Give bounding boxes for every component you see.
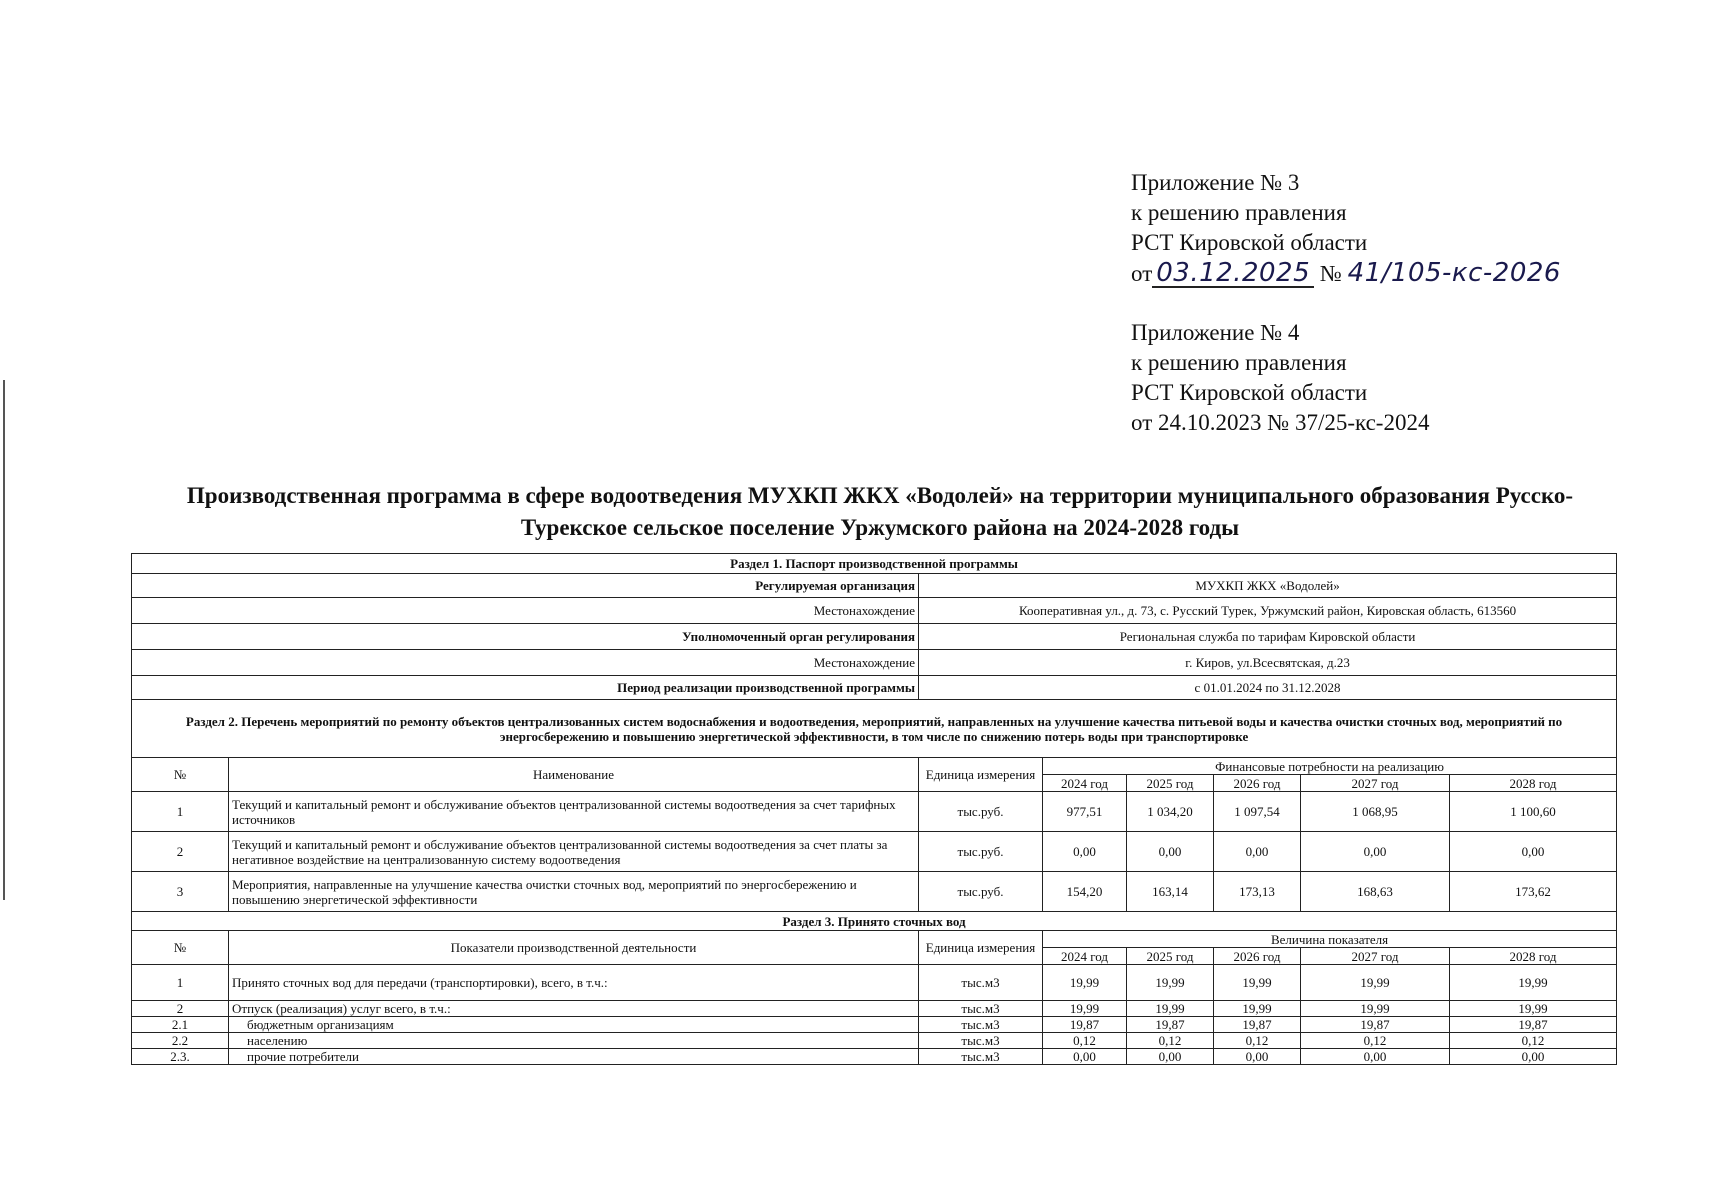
section-1-heading: Раздел 1. Паспорт производственной программы <box>132 554 1617 574</box>
passport-row <box>132 574 1617 598</box>
row-name: населению <box>229 1033 919 1049</box>
year-header: 2026 год <box>1214 948 1301 965</box>
year-header: 2024 год <box>1043 948 1127 965</box>
section-3-heading: Раздел 3. Принято сточных вод <box>132 912 1617 931</box>
row-value: 19,87 <box>1301 1017 1450 1033</box>
row-number: 2 <box>132 832 229 872</box>
passport-value: Кооперативная ул., д. 73, с. Русский Турек, Уржумский район, Кировская область, 613560 <box>919 598 1617 624</box>
passport-label: Местонахождение <box>132 650 919 676</box>
passport-row <box>132 676 1617 700</box>
passport-row <box>132 650 1617 676</box>
row-value: 19,87 <box>1043 1017 1127 1033</box>
row-value: 1 100,60 <box>1450 792 1617 832</box>
row-value: 173,62 <box>1450 872 1617 912</box>
row-number: 2.2 <box>132 1033 229 1049</box>
row-value: 19,99 <box>1450 965 1617 1001</box>
year-header: 2025 год <box>1127 948 1214 965</box>
passport-label: Регулируемая организация <box>132 574 919 598</box>
row-value: 0,00 <box>1450 832 1617 872</box>
appendix-3-line3: РСТ Кировской области <box>1131 230 1368 255</box>
year-header: 2026 год <box>1214 775 1301 792</box>
passport-label: Уполномоченный орган регулирования <box>132 624 919 650</box>
col-number-header: № <box>132 931 229 965</box>
table-body <box>132 554 1617 1065</box>
from-prefix: от <box>1131 261 1153 286</box>
page-edge-mark <box>3 380 5 900</box>
row-value: 0,12 <box>1450 1033 1617 1049</box>
row-value: 19,87 <box>1127 1017 1214 1033</box>
col-number-header: № <box>132 758 229 792</box>
passport-value: с 01.01.2024 по 31.12.2028 <box>919 676 1617 700</box>
row-value: 0,12 <box>1301 1033 1450 1049</box>
section-3-row <box>132 1033 1617 1049</box>
row-value: 0,00 <box>1127 1049 1214 1065</box>
passport-label: Местонахождение <box>132 598 919 624</box>
row-value: 173,13 <box>1214 872 1301 912</box>
row-value: 0,00 <box>1043 1049 1127 1065</box>
row-value: 0,12 <box>1214 1033 1301 1049</box>
row-value: 0,00 <box>1301 832 1450 872</box>
row-number: 3 <box>132 872 229 912</box>
row-value: 19,99 <box>1043 1001 1127 1017</box>
row-value: 977,51 <box>1043 792 1127 832</box>
row-unit: тыс.м3 <box>919 1001 1043 1017</box>
row-value: 0,00 <box>1450 1049 1617 1065</box>
year-header: 2028 год <box>1450 948 1617 965</box>
row-value: 0,12 <box>1043 1033 1127 1049</box>
row-name: Отпуск (реализация) услуг всего, в т.ч.: <box>229 1001 919 1017</box>
passport-row <box>132 598 1617 624</box>
row-unit: тыс.м3 <box>919 1049 1043 1065</box>
row-value: 19,99 <box>1450 1001 1617 1017</box>
row-unit: тыс.м3 <box>919 1033 1043 1049</box>
document-title <box>130 480 1630 544</box>
section-3-row <box>132 1049 1617 1065</box>
row-value: 168,63 <box>1301 872 1450 912</box>
title-line-1: Производственная программа в сфере водоотведения МУХКП ЖКХ «Водолей» на территории муниципального образования Русско- <box>186 483 1574 508</box>
col-unit-header: Единица измерения <box>919 758 1043 792</box>
row-name: прочие потребители <box>229 1049 919 1065</box>
handwritten-date: 03.12.2025 <box>1152 260 1314 288</box>
col-name-header: Наименование <box>229 758 919 792</box>
row-value: 19,99 <box>1301 965 1450 1001</box>
section-2-heading-row <box>132 700 1617 758</box>
section-2-header-row <box>132 758 1617 775</box>
row-value: 19,87 <box>1214 1017 1301 1033</box>
appendix-4-line2: к решению правления <box>1131 350 1347 375</box>
section-2-row <box>132 792 1617 832</box>
section-2-heading: Раздел 2. Перечень мероприятий по ремонту объектов централизованных систем водоснабжения и водоотведения, мероприятий, направленных на улучшение качества питьевой воды и качества очистки сточных вод, мероприятий по энергосбережению и повышению энергетической эффективности, в том числе по снижению потерь воды при транспортировке <box>132 700 1617 758</box>
row-number: 1 <box>132 965 229 1001</box>
row-value: 19,99 <box>1127 1001 1214 1017</box>
row-value: 0,00 <box>1301 1049 1450 1065</box>
year-header: 2027 год <box>1301 948 1450 965</box>
passport-row <box>132 624 1617 650</box>
section-3-row <box>132 1001 1617 1017</box>
row-unit: тыс.м3 <box>919 1017 1043 1033</box>
year-header: 2025 год <box>1127 775 1214 792</box>
row-value: 19,99 <box>1127 965 1214 1001</box>
section-3-heading-row <box>132 912 1617 931</box>
year-header: 2027 год <box>1301 775 1450 792</box>
col-unit-header: Единица измерения <box>919 931 1043 965</box>
handwritten-number: 41/105-кс-2026 <box>1347 258 1561 288</box>
row-name: Мероприятия, направленные на улучшение качества очистки сточных вод, мероприятий по энергосбережению и повышению энергетической эффективности <box>229 872 919 912</box>
appendix-4-line3: РСТ Кировской области <box>1131 380 1368 405</box>
row-value: 0,12 <box>1127 1033 1214 1049</box>
row-name: Текущий и капитальный ремонт и обслуживание объектов централизованной системы водоотведения за счет тарифных источников <box>229 792 919 832</box>
col-financial-header: Финансовые потребности на реализацию <box>1043 758 1617 775</box>
row-value: 19,87 <box>1450 1017 1617 1033</box>
row-value: 19,99 <box>1043 965 1127 1001</box>
row-unit: тыс.руб. <box>919 872 1043 912</box>
row-value: 19,99 <box>1214 1001 1301 1017</box>
passport-value: МУХКП ЖКХ «Водолей» <box>919 574 1617 598</box>
row-value: 163,14 <box>1127 872 1214 912</box>
section-2-row <box>132 872 1617 912</box>
row-number: 2 <box>132 1001 229 1017</box>
row-value: 0,00 <box>1214 1049 1301 1065</box>
passport-label: Период реализации производственной программы <box>132 676 919 700</box>
row-number: 2.1 <box>132 1017 229 1033</box>
row-value: 19,99 <box>1214 965 1301 1001</box>
section-3-row <box>132 965 1617 1001</box>
section-3-header-row <box>132 931 1617 948</box>
passport-value: Региональная служба по тарифам Кировской области <box>919 624 1617 650</box>
program-table <box>131 553 1617 1065</box>
section-1-heading-row <box>132 554 1617 574</box>
section-2-row <box>132 832 1617 872</box>
appendix-4-line4: от 24.10.2023 № 37/25-кс-2024 <box>1131 410 1430 435</box>
row-value: 1 034,20 <box>1127 792 1214 832</box>
number-sign: № <box>1319 261 1342 286</box>
appendix-3-date-line <box>1131 258 1561 289</box>
row-name: Принято сточных вод для передачи (транспортировки), всего, в т.ч.: <box>229 965 919 1001</box>
passport-value: г. Киров, ул.Всесвятская, д.23 <box>919 650 1617 676</box>
row-unit: тыс.руб. <box>919 832 1043 872</box>
row-name: бюджетным организациям <box>229 1017 919 1033</box>
row-value: 19,99 <box>1301 1001 1450 1017</box>
row-value: 0,00 <box>1127 832 1214 872</box>
row-value: 0,00 <box>1214 832 1301 872</box>
title-line-2: Турекское сельское поселение Уржумского района на 2024-2028 годы <box>520 515 1240 540</box>
row-value: 154,20 <box>1043 872 1127 912</box>
row-unit: тыс.м3 <box>919 965 1043 1001</box>
row-number: 2.3. <box>132 1049 229 1065</box>
col-indicator-header: Показатели производственной деятельности <box>229 931 919 965</box>
row-value: 1 068,95 <box>1301 792 1450 832</box>
appendix-4-block <box>1131 318 1429 438</box>
year-header: 2028 год <box>1450 775 1617 792</box>
appendix-4-title: Приложение № 4 <box>1131 320 1300 345</box>
section-3-row <box>132 1017 1617 1033</box>
row-number: 1 <box>132 792 229 832</box>
appendix-3-block <box>1131 168 1561 289</box>
row-name: Текущий и капитальный ремонт и обслуживание объектов централизованной системы водоотведения за счет платы за негативное воздействие на централизованную систему водоотведения <box>229 832 919 872</box>
row-value: 0,00 <box>1043 832 1127 872</box>
row-value: 1 097,54 <box>1214 792 1301 832</box>
col-value-header: Величина показателя <box>1043 931 1617 948</box>
appendix-3-line2: к решению правления <box>1131 200 1347 225</box>
year-header: 2024 год <box>1043 775 1127 792</box>
row-unit: тыс.руб. <box>919 792 1043 832</box>
appendix-3-title: Приложение № 3 <box>1131 170 1300 195</box>
